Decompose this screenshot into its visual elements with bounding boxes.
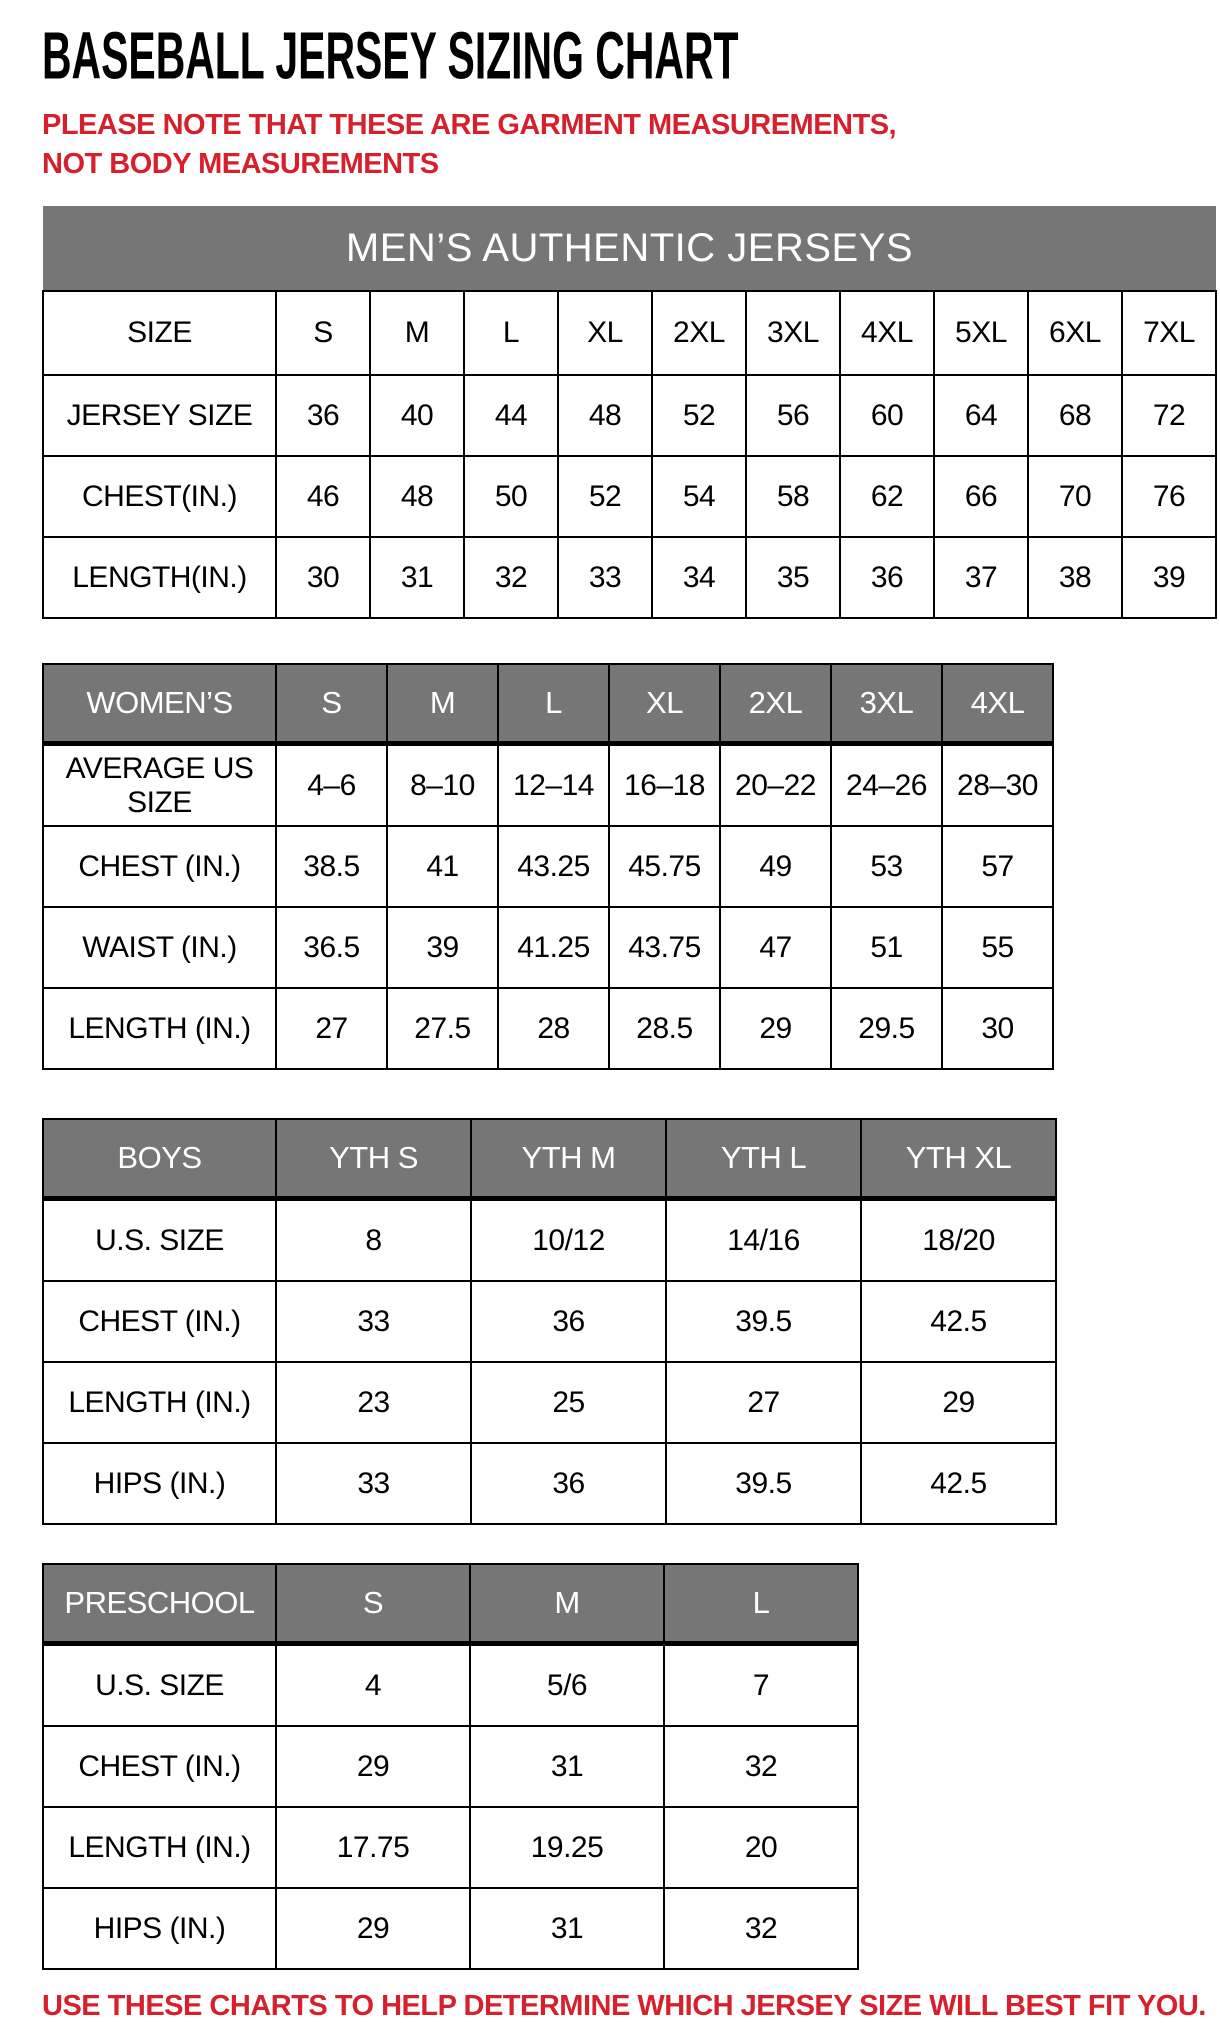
fit-advice-footer: USE THESE CHARTS TO HELP DETERMINE WHICH JERSEY SIZE WILL BEST FIT YOU.: [42, 1990, 1206, 2023]
cell: 72: [1122, 375, 1216, 456]
table-row: [43, 1564, 858, 1644]
row-label: CHEST (IN.): [43, 826, 276, 907]
cell: 5/6: [470, 1644, 664, 1727]
cell: 62: [840, 456, 934, 537]
col-header: 2XL: [720, 664, 831, 744]
col-header: S: [276, 664, 387, 744]
womens-table-title: WOMEN’S: [43, 664, 276, 744]
table-row: [43, 537, 1216, 618]
cell: 29.5: [831, 988, 942, 1069]
cell: 29: [720, 988, 831, 1069]
cell: 76: [1122, 456, 1216, 537]
col-header: L: [464, 291, 558, 375]
cell: 31: [470, 1726, 664, 1807]
cell: 4–6: [276, 744, 387, 827]
mens-table-title: MEN’S AUTHENTIC JERSEYS: [43, 206, 1216, 291]
cell: 51: [831, 907, 942, 988]
cell: 56: [746, 375, 840, 456]
cell: 32: [464, 537, 558, 618]
cell: 28–30: [942, 744, 1053, 827]
cell: 53: [831, 826, 942, 907]
table-row: [43, 744, 1053, 827]
col-header: S: [276, 1564, 470, 1644]
boys-jerseys-table: [42, 1118, 1057, 1525]
mens-jerseys-table: [42, 206, 1217, 619]
col-header: L: [664, 1564, 858, 1644]
cell: 31: [370, 537, 464, 618]
cell: 4: [276, 1644, 470, 1727]
cell: 39.5: [666, 1281, 861, 1362]
row-label: LENGTH (IN.): [43, 988, 276, 1069]
table-row: [43, 375, 1216, 456]
cell: 32: [664, 1726, 858, 1807]
col-header: 3XL: [831, 664, 942, 744]
cell: 40: [370, 375, 464, 456]
cell: 39: [387, 907, 498, 988]
col-header: 6XL: [1028, 291, 1122, 375]
cell: 36: [276, 375, 370, 456]
cell: 27: [276, 988, 387, 1069]
row-label: LENGTH (IN.): [43, 1362, 276, 1443]
row-label: CHEST (IN.): [43, 1726, 276, 1807]
cell: 27: [666, 1362, 861, 1443]
col-header: M: [387, 664, 498, 744]
cell: 28: [498, 988, 609, 1069]
cell: 48: [558, 375, 652, 456]
cell: 64: [934, 375, 1028, 456]
cell: 45.75: [609, 826, 720, 907]
cell: 36: [471, 1443, 666, 1524]
row-label: LENGTH (IN.): [43, 1807, 276, 1888]
cell: 39: [1122, 537, 1216, 618]
cell: 24–26: [831, 744, 942, 827]
row-label: U.S. SIZE: [43, 1644, 276, 1727]
cell: 48: [370, 456, 464, 537]
cell: 36.5: [276, 907, 387, 988]
table-row: [43, 291, 1216, 375]
row-label: CHEST(IN.): [43, 456, 276, 537]
cell: 70: [1028, 456, 1122, 537]
cell: 68: [1028, 375, 1122, 456]
table-row: [43, 988, 1053, 1069]
row-label: WAIST (IN.): [43, 907, 276, 988]
boys-table-title: BOYS: [43, 1119, 276, 1199]
cell: 23: [276, 1362, 471, 1443]
cell: 17.75: [276, 1807, 470, 1888]
table-row: [43, 1119, 1056, 1199]
cell: 30: [942, 988, 1053, 1069]
cell: 57: [942, 826, 1053, 907]
table-row: [43, 1362, 1056, 1443]
col-header: M: [470, 1564, 664, 1644]
cell: 42.5: [861, 1443, 1056, 1524]
preschool-table-title: PRESCHOOL: [43, 1564, 276, 1644]
col-header: 7XL: [1122, 291, 1216, 375]
cell: 20–22: [720, 744, 831, 827]
cell: 49: [720, 826, 831, 907]
cell: 36: [840, 537, 934, 618]
table-row: [43, 1888, 858, 1969]
row-label: HIPS (IN.): [43, 1443, 276, 1524]
col-header: YTH XL: [861, 1119, 1056, 1199]
page-title-text: BASEBALL JERSEY SIZING CHART: [42, 19, 739, 94]
cell: 34: [652, 537, 746, 618]
cell: 58: [746, 456, 840, 537]
cell: 33: [558, 537, 652, 618]
table-row: [43, 664, 1053, 744]
table-row: [43, 206, 1216, 291]
cell: 25: [471, 1362, 666, 1443]
col-header: 2XL: [652, 291, 746, 375]
col-header: YTH M: [471, 1119, 666, 1199]
cell: 29: [276, 1726, 470, 1807]
cell: 12–14: [498, 744, 609, 827]
table-row: [43, 1199, 1056, 1282]
cell: 30: [276, 537, 370, 618]
table-row: [43, 456, 1216, 537]
cell: 18/20: [861, 1199, 1056, 1282]
cell: 29: [276, 1888, 470, 1969]
cell: 42.5: [861, 1281, 1056, 1362]
col-header: XL: [609, 664, 720, 744]
cell: 55: [942, 907, 1053, 988]
col-header: 4XL: [942, 664, 1053, 744]
cell: 32: [664, 1888, 858, 1969]
cell: 28.5: [609, 988, 720, 1069]
col-header: XL: [558, 291, 652, 375]
cell: 43.75: [609, 907, 720, 988]
cell: 41: [387, 826, 498, 907]
garment-measurements-note: PLEASE NOTE THAT THESE ARE GARMENT MEASUREMENTS, NOT BODY MEASUREMENTS: [42, 109, 897, 181]
col-header: YTH S: [276, 1119, 471, 1199]
cell: 52: [652, 375, 746, 456]
row-label: SIZE: [43, 291, 276, 375]
page-title: [42, 19, 1220, 94]
cell: 46: [276, 456, 370, 537]
cell: 20: [664, 1807, 858, 1888]
cell: 31: [470, 1888, 664, 1969]
table-row: [43, 826, 1053, 907]
table-row: [43, 1443, 1056, 1524]
cell: 36: [471, 1281, 666, 1362]
cell: 8: [276, 1199, 471, 1282]
row-label: U.S. SIZE: [43, 1199, 276, 1282]
cell: 54: [652, 456, 746, 537]
row-label: AVERAGE US SIZE: [43, 744, 276, 827]
table-row: [43, 1644, 858, 1727]
cell: 27.5: [387, 988, 498, 1069]
row-label: HIPS (IN.): [43, 1888, 276, 1969]
table-row: [43, 907, 1053, 988]
cell: 47: [720, 907, 831, 988]
cell: 66: [934, 456, 1028, 537]
cell: 38: [1028, 537, 1122, 618]
cell: 38.5: [276, 826, 387, 907]
col-header: 4XL: [840, 291, 934, 375]
cell: 7: [664, 1644, 858, 1727]
table-row: [43, 1807, 858, 1888]
womens-jerseys-table: [42, 663, 1054, 1070]
cell: 60: [840, 375, 934, 456]
row-label: JERSEY SIZE: [43, 375, 276, 456]
table-row: [43, 1281, 1056, 1362]
cell: 33: [276, 1443, 471, 1524]
cell: 50: [464, 456, 558, 537]
cell: 43.25: [498, 826, 609, 907]
cell: 16–18: [609, 744, 720, 827]
cell: 37: [934, 537, 1028, 618]
cell: 19.25: [470, 1807, 664, 1888]
cell: 8–10: [387, 744, 498, 827]
col-header: S: [276, 291, 370, 375]
cell: 33: [276, 1281, 471, 1362]
table-row: [43, 1726, 858, 1807]
row-label: CHEST (IN.): [43, 1281, 276, 1362]
preschool-jerseys-table: [42, 1563, 859, 1970]
cell: 14/16: [666, 1199, 861, 1282]
cell: 10/12: [471, 1199, 666, 1282]
col-header: M: [370, 291, 464, 375]
col-header: L: [498, 664, 609, 744]
col-header: 3XL: [746, 291, 840, 375]
cell: 41.25: [498, 907, 609, 988]
cell: 39.5: [666, 1443, 861, 1524]
cell: 35: [746, 537, 840, 618]
col-header: YTH L: [666, 1119, 861, 1199]
cell: 52: [558, 456, 652, 537]
col-header: 5XL: [934, 291, 1028, 375]
cell: 29: [861, 1362, 1056, 1443]
cell: 44: [464, 375, 558, 456]
row-label: LENGTH(IN.): [43, 537, 276, 618]
